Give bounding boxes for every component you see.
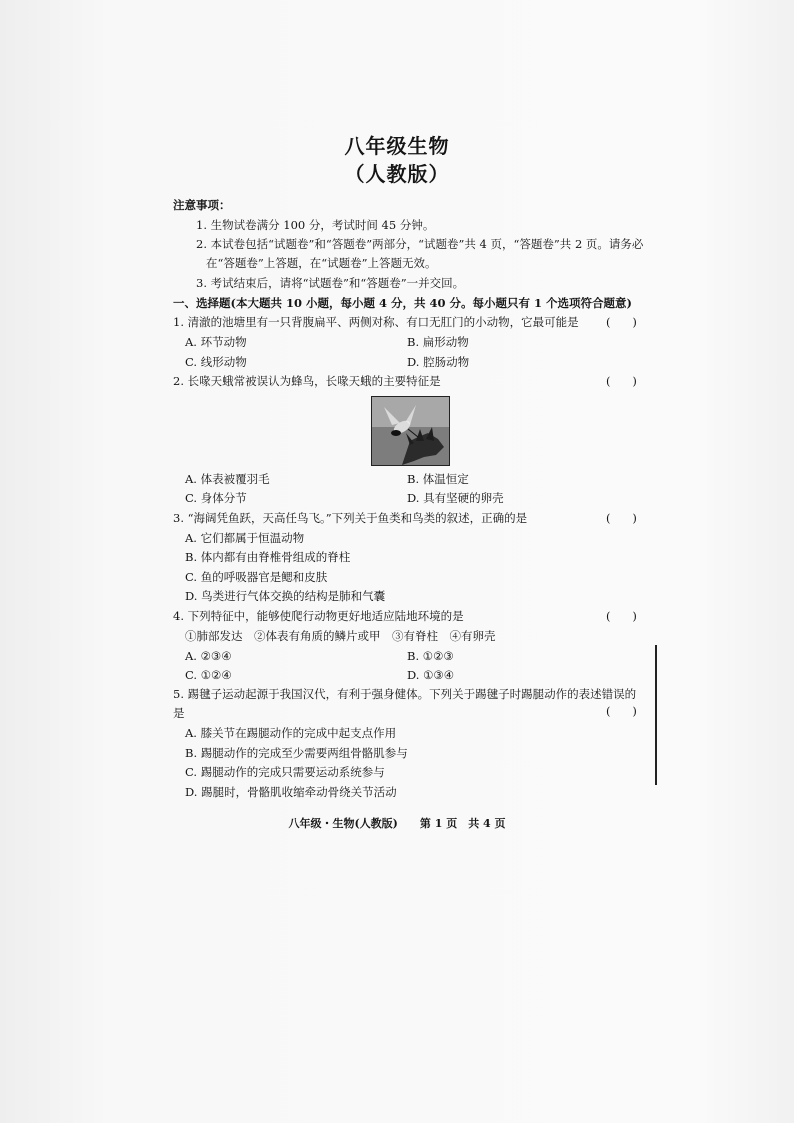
question-5-stem-cont: 是: [173, 706, 185, 720]
answer-blank-4[interactable]: ( ): [606, 609, 637, 623]
q2-option-b: B. 体温恒定: [407, 472, 469, 486]
q4-statements: ①肺部发达 ②体表有角质的鳞片或甲 ③有脊柱 ④有卵壳: [185, 629, 496, 643]
answer-blank-2[interactable]: ( ): [606, 374, 637, 388]
answer-blank-3[interactable]: ( ): [606, 511, 637, 525]
q4-option-d: D. ①③④: [407, 668, 455, 682]
q4-option-b: B. ①②③: [407, 649, 454, 663]
question-3-stem: 3. “海阔凭鱼跃，天高任鸟飞。”下列关于鱼类和鸟类的叙述，正确的是: [173, 511, 528, 525]
margin-line: [655, 645, 657, 785]
exam-title: 八年级生物: [344, 134, 450, 158]
question-4-stem: 4. 下列特征中，能够使爬行动物更好地适应陆地环境的是: [173, 609, 464, 623]
question-5-stem: 5. 踢毽子运动起源于我国汉代，有利于强身健体。下列关于踢毽子时踢腿动作的表述错误的: [173, 687, 637, 701]
notice-item-2: 2. 本试卷包括“试题卷”和“答题卷”两部分，“试题卷”共 4 页，“答题卷”共 2 页。请务必: [196, 237, 644, 251]
q3-option-c: C. 鱼的呼吸器官是鳃和皮肤: [185, 570, 328, 584]
notice-heading: 注意事项：: [173, 198, 231, 212]
notice-item-3: 3. 考试结束后，请将“试题卷”和“答题卷”一并交回。: [196, 276, 465, 290]
q5-option-b: B. 踢腿动作的完成至少需要两组骨骼肌参与: [185, 746, 408, 760]
page-footer: 八年级・生物(人教版) 第 1 页 共 4 页: [288, 817, 506, 830]
q2-option-d: D. 具有坚硬的卵壳: [407, 491, 504, 505]
q3-option-a: A. 它们都属于恒温动物: [185, 531, 305, 545]
question-2-stem: 2. 长喙天蛾常被误认为蜂鸟，长喙天蛾的主要特征是: [173, 374, 441, 388]
hawk-moth-photo: [371, 396, 450, 466]
q1-option-b: B. 扁形动物: [407, 335, 469, 349]
notice-item-2-cont: 在“答题卷”上答题，在“试题卷”上答题无效。: [206, 256, 437, 270]
q2-option-c: C. 身体分节: [185, 491, 247, 505]
question-1-stem: 1. 清澈的池塘里有一只背腹扁平、两侧对称、有口无肛门的小动物，它最可能是: [173, 315, 579, 329]
q4-option-c: C. ①②④: [185, 668, 232, 682]
q5-option-c: C. 踢腿动作的完成只需要运动系统参与: [185, 765, 385, 779]
answer-blank-5[interactable]: ( ): [606, 704, 637, 718]
q5-option-a: A. 膝关节在踢腿动作的完成中起支点作用: [185, 726, 397, 740]
q3-option-b: B. 体内都有由脊椎骨组成的脊柱: [185, 550, 351, 564]
q1-option-c: C. 线形动物: [185, 355, 247, 369]
q5-option-d: D. 踢腿时，骨骼肌收缩牵动骨绕关节活动: [185, 785, 397, 799]
q3-option-d: D. 鸟类进行气体交换的结构是肺和气囊: [185, 589, 386, 603]
answer-blank-1[interactable]: ( ): [606, 315, 637, 329]
q2-option-a: A. 体表被覆羽毛: [185, 472, 270, 486]
exam-subtitle: （人教版）: [344, 162, 450, 186]
q4-option-a: A. ②③④: [185, 649, 232, 663]
q1-option-a: A. 环节动物: [185, 335, 247, 349]
section-heading: 一、选择题(本大题共 10 小题，每小题 4 分，共 40 分。每小题只有 1 个选项符合题意): [173, 296, 632, 310]
notice-item-1: 1. 生物试卷满分 100 分，考试时间 45 分钟。: [196, 218, 435, 232]
q1-option-d: D. 腔肠动物: [407, 355, 470, 369]
